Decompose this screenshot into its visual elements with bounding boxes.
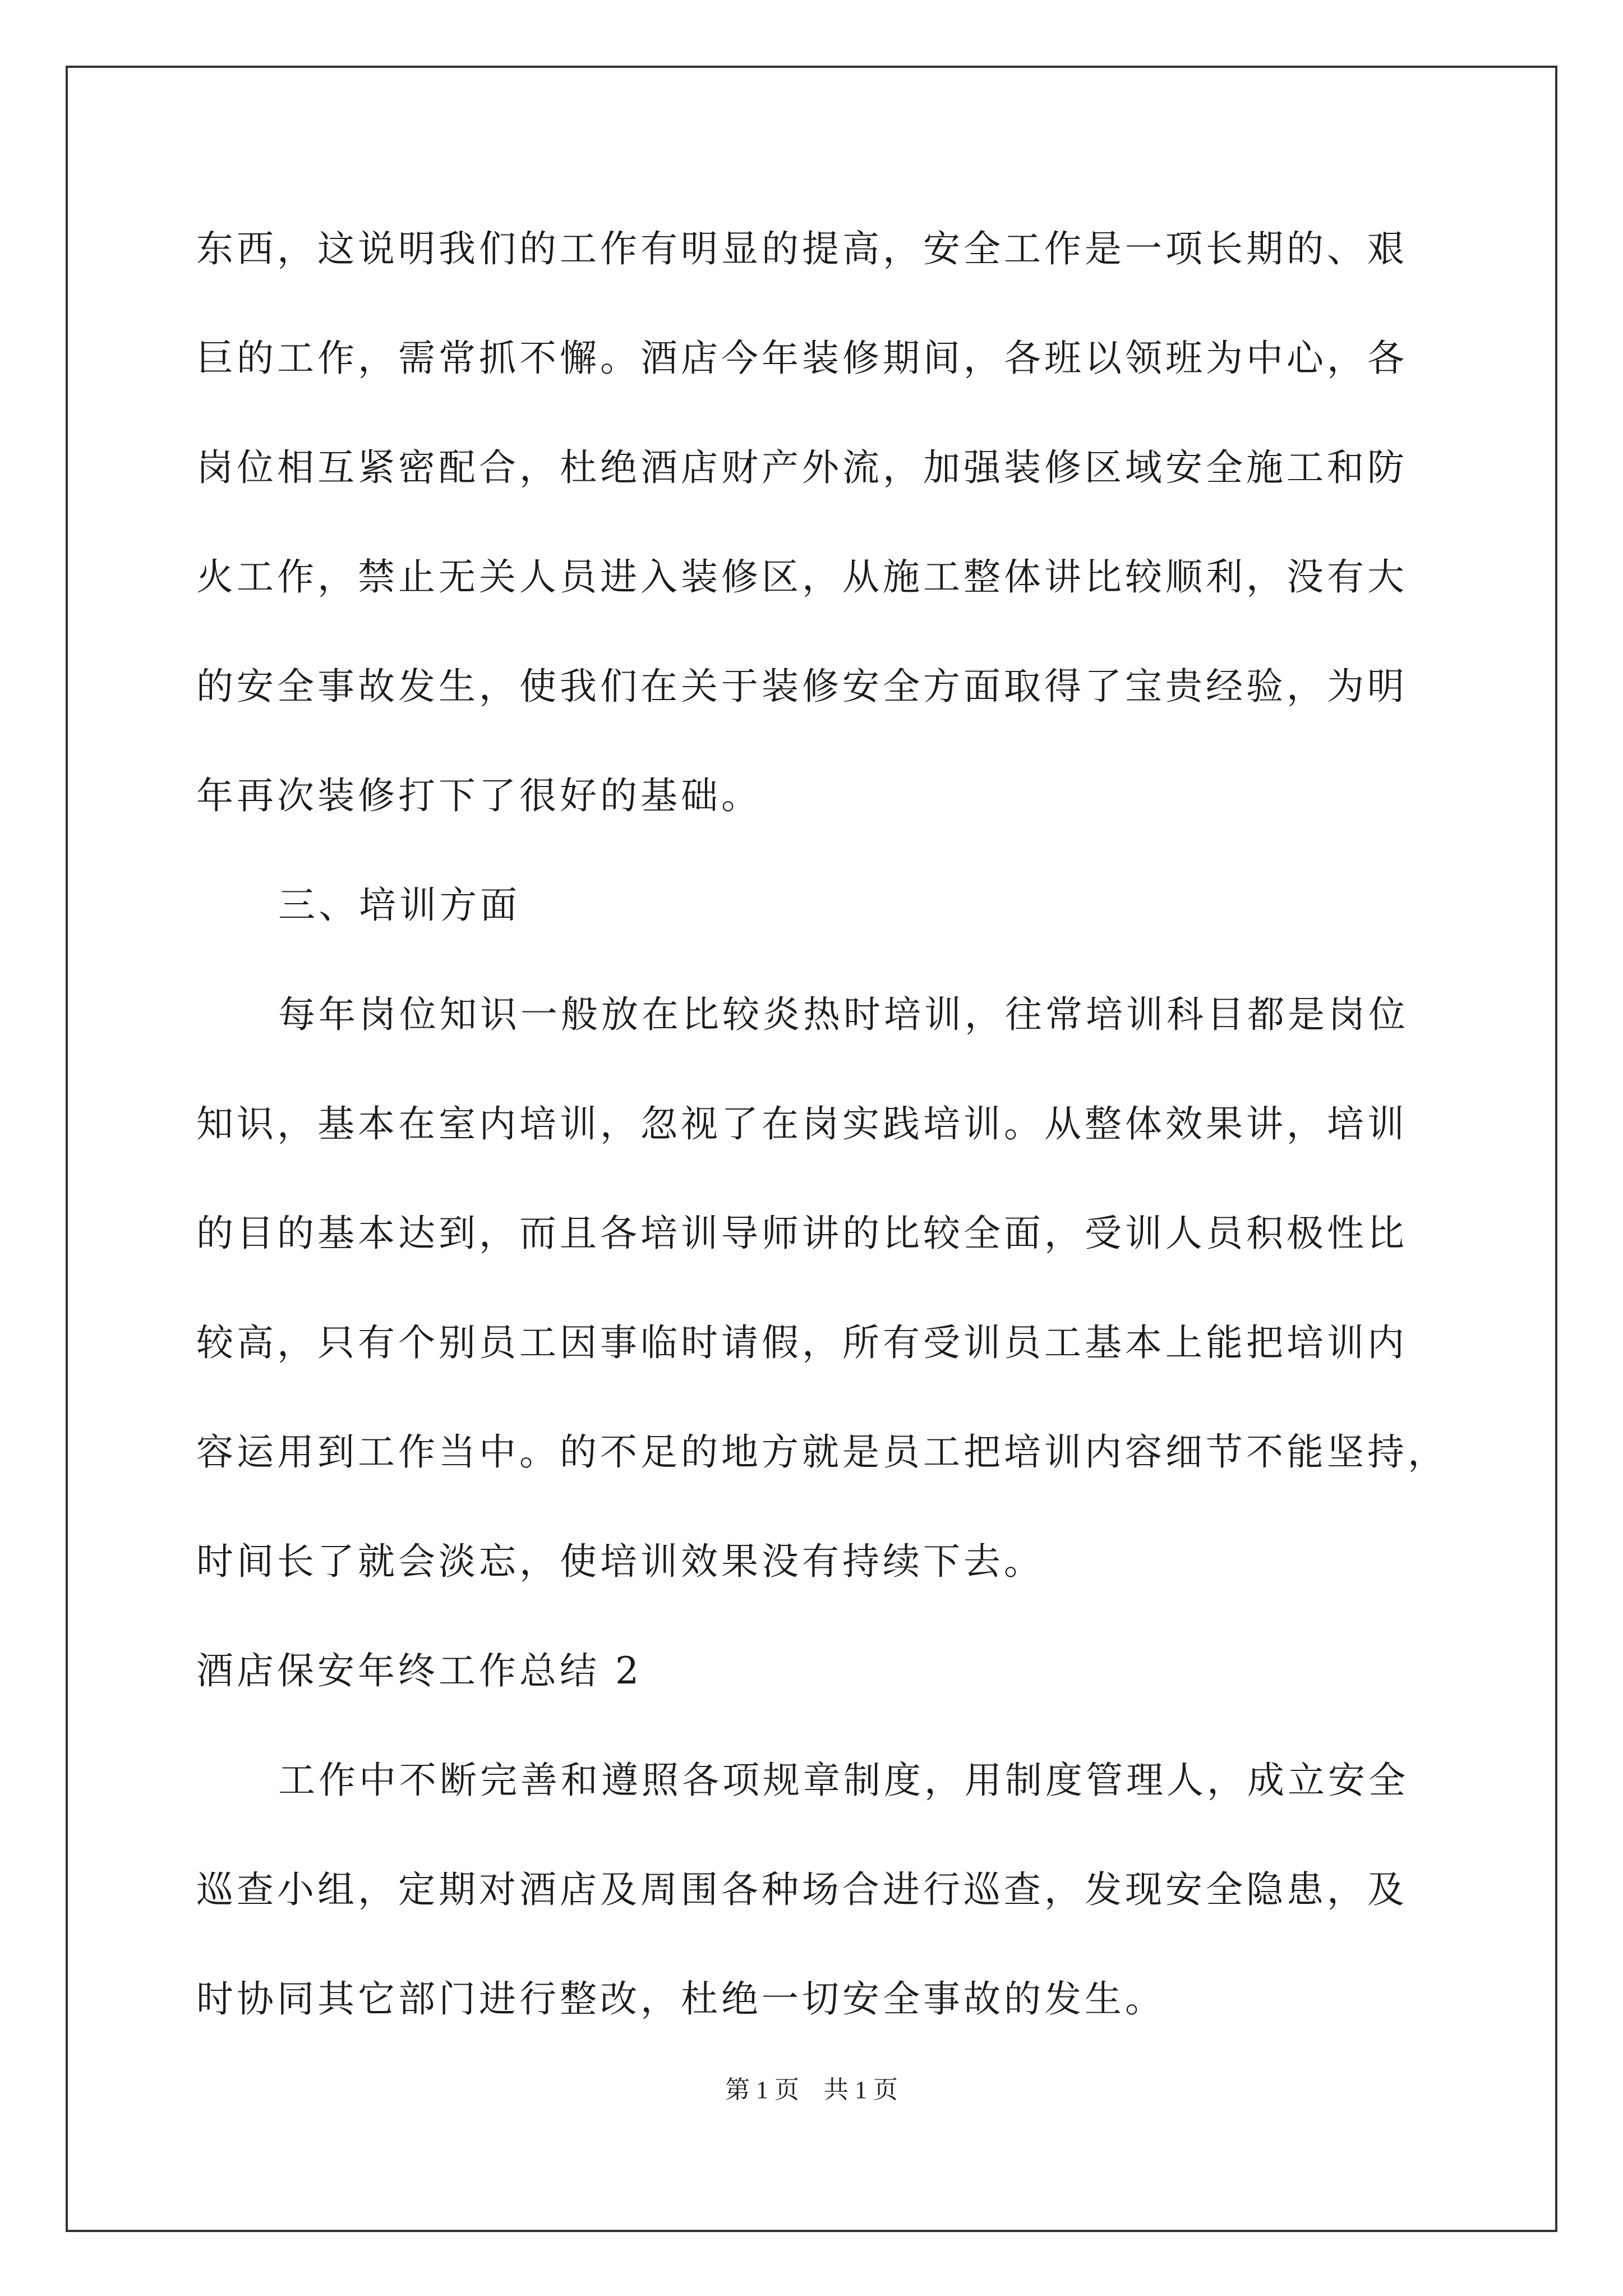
body-line-6: 年再次装修打下了很好的基础。 <box>196 774 762 817</box>
body-line-15: 工作中不断完善和遵照各项规章制度，用制度管理人，成立安全 <box>278 1759 1409 1802</box>
body-line-11: 较高，只有个别员工因事临时请假，所有受训员工基本上能把培训内 <box>196 1321 1408 1364</box>
body-line-8: 每年岗位知识一般放在比较炎热时培训，往常培训科目都是岗位 <box>278 993 1409 1036</box>
body-line-10: 的目的基本达到，而且各培训导师讲的比较全面，受训人员积极性比 <box>196 1212 1408 1255</box>
body-line-9: 知识，基本在室内培训，忽视了在岗实践培训。从整体效果讲，培训 <box>196 1102 1408 1145</box>
body-line-16: 巡查小组，定期对酒店及周围各种场合进行巡查，发现安全隐患，及 <box>196 1868 1408 1911</box>
body-line-13: 时间长了就会淡忘，使培训效果没有持续下去。 <box>196 1540 1044 1583</box>
body-line-1: 东西，这说明我们的工作有明显的提高，安全工作是一项长期的、艰 <box>196 227 1408 270</box>
body-line-17: 时协同其它部门进行整改，杜绝一切安全事故的发生。 <box>196 1977 1165 2021</box>
page-number-footer: 第 1 页 共 1 页 <box>725 2076 898 2104</box>
body-line-5: 的安全事故发生，使我们在关于装修安全方面取得了宝贵经验，为明 <box>196 665 1408 708</box>
section-heading: 三、培训方面 <box>278 884 520 927</box>
body-line-2: 巨的工作，需常抓不懈。酒店今年装修期间，各班以领班为中心，各 <box>196 337 1408 380</box>
body-line-3: 岗位相互紧密配合，杜绝酒店财产外流，加强装修区域安全施工和防 <box>196 446 1408 489</box>
body-line-12: 容运用到工作当中。的不足的地方就是员工把培训内容细节不能坚持， <box>196 1430 1448 1474</box>
body-line-4: 火工作，禁止无关人员进入装修区，从施工整体讲比较顺利，没有大 <box>196 555 1408 599</box>
document-subtitle: 酒店保安年终工作总结 2 <box>196 1649 642 1692</box>
